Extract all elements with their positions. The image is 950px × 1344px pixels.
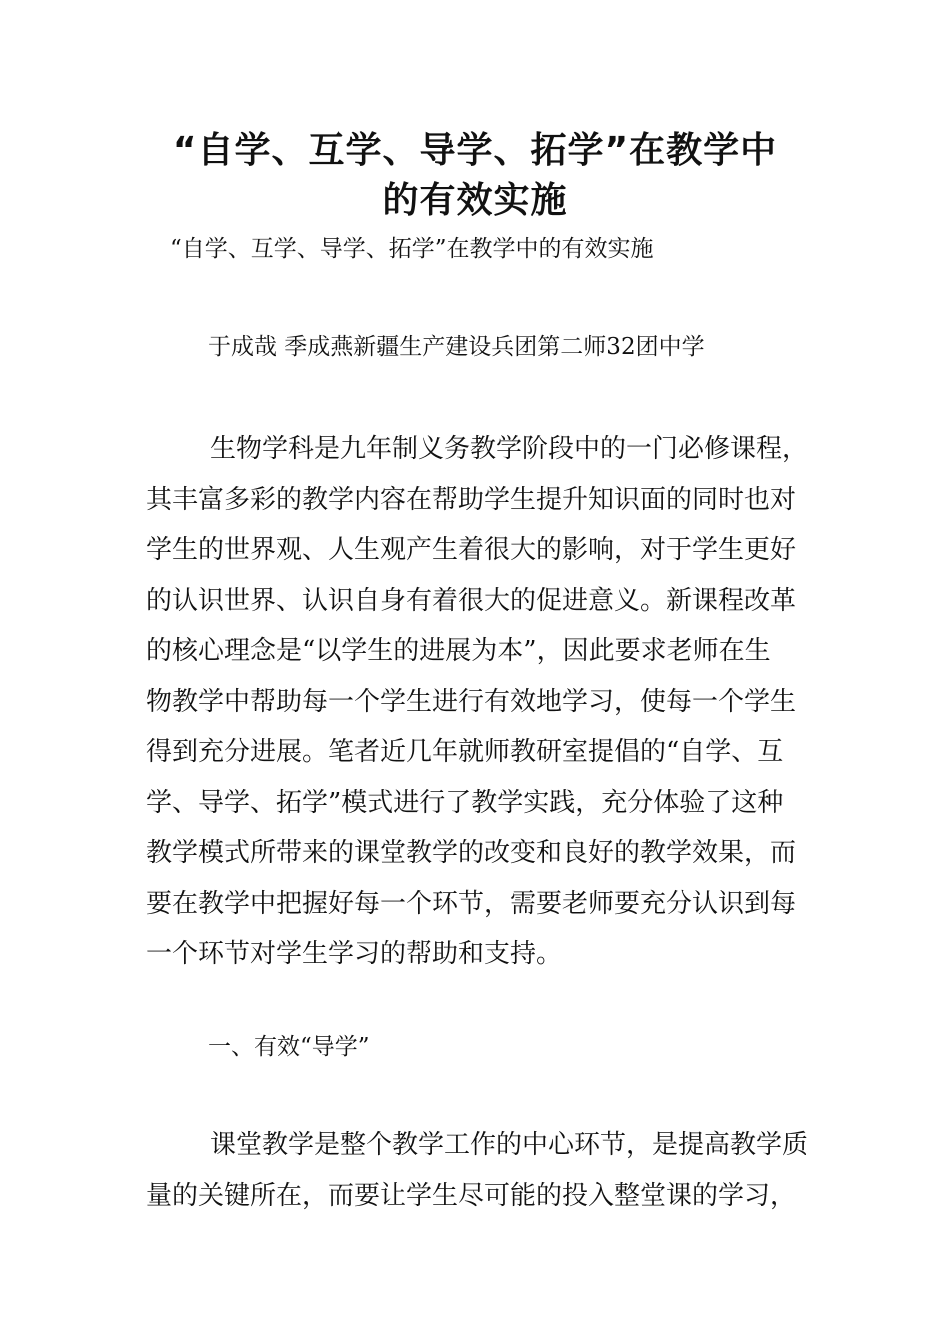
document-subtitle: “自学、互学、导学、拓学”在教学中的有效实施: [170, 236, 654, 262]
paragraph-line: 量的关键所在，而要让学生尽可能的投入整堂课的学习，: [146, 1180, 797, 1211]
paragraph-line: 教学模式所带来的课堂教学的改变和良好的教学效果，而: [146, 838, 797, 868]
paragraph-line: 一个环节对学生学习的帮助和支持。: [146, 939, 563, 969]
section-heading: 一、有效“导学”: [208, 1034, 370, 1060]
paragraph-line: 物教学中帮助每一个学生进行有效地学习，使每一个学生: [146, 686, 797, 717]
paragraph-line: 学生的世界观、人生观产生着很大的影响，对于学生更好: [146, 535, 797, 565]
paragraph-line: 得到充分进展。笔者近几年就师教研室提倡的“自学、互: [146, 737, 784, 767]
paragraph-line: 要在教学中把握好每一个环节，需要老师要充分认识到每: [146, 888, 797, 919]
paragraph-line: 的核心理念是“以学生的进展为本”，因此要求老师在生: [146, 636, 771, 666]
document-title-line-1: “自学、互学、导学、拓学”在教学中: [172, 130, 778, 171]
paragraph-line: 课堂教学是整个教学工作的中心环节，是提高教学质: [210, 1130, 809, 1160]
paragraph-line: 学、导学、拓学”模式进行了教学实践，充分体验了这种: [146, 787, 784, 818]
author-affiliation: 于成哉 季成燕新疆生产建设兵团第二师32团中学: [208, 334, 705, 360]
paragraph-line: 的认识世界、认识自身有着很大的促进意义。新课程改革: [146, 585, 797, 616]
paragraph-line: 生物学科是九年制义务教学阶段中的一门必修课程，: [210, 434, 809, 464]
paragraph-intro: [146, 424, 816, 980]
paragraph-line: 其丰富多彩的教学内容在帮助学生提升知识面的同时也对: [146, 484, 797, 515]
paragraph-guided-learning: [146, 1120, 816, 1221]
document-title-line-2: 的有效实施: [382, 180, 568, 221]
